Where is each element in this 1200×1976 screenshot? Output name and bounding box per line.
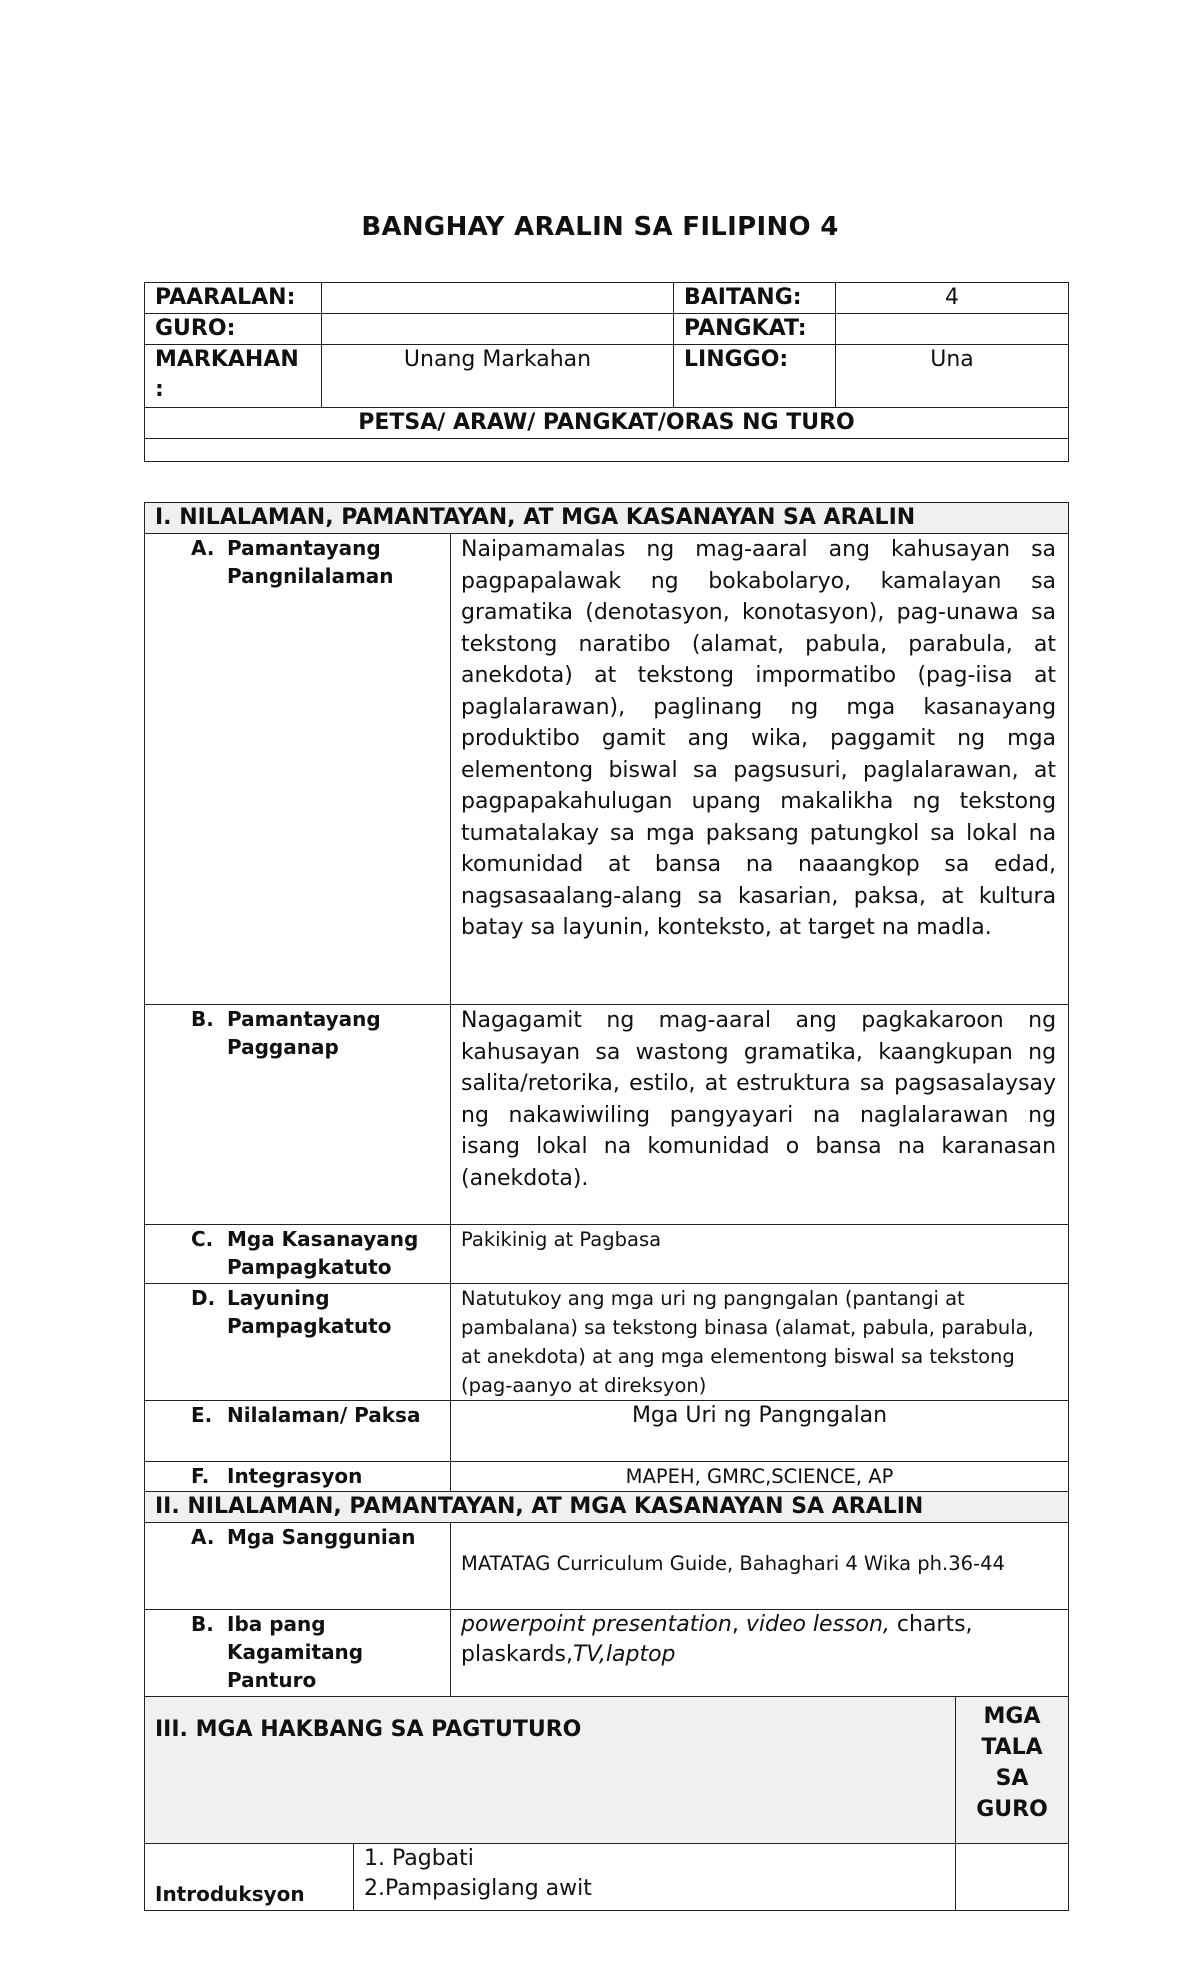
section-3-heading: III. MGA HAKBANG SA PAGTUTURO	[145, 1697, 956, 1844]
section-2-a-text: MATATAG Curriculum Guide, Bahaghari 4 Wika ph.36-44	[451, 1523, 1069, 1610]
section-1-e-text: Mga Uri ng Pangngalan	[451, 1401, 1069, 1462]
pangkat-field[interactable]	[836, 314, 1069, 345]
section-2-b-text: powerpoint presentation, video lesson, charts, plaskards,TV,laptop	[451, 1610, 1069, 1697]
section-2-a-label: A. Mga Sanggunian	[145, 1523, 451, 1610]
introduksyon-items: 1. Pagbati 2.Pampasiglang awit	[354, 1844, 956, 1911]
baitang-field[interactable]: 4	[836, 283, 1069, 314]
markahan-field[interactable]: Unang Markahan	[322, 345, 674, 408]
linggo-label: LINGGO:	[674, 345, 836, 408]
section-1-a-label: A. Pamantayang Pangnilalaman	[145, 534, 451, 1005]
section-1-b-label: B. Pamantayang Pagganap	[145, 1005, 451, 1225]
introduksyon-notes[interactable]	[956, 1844, 1069, 1911]
section-2-heading: II. NILALAMAN, PAMANTAYAN, AT MGA KASANAYAN SA ARALIN	[145, 1492, 1069, 1523]
header-table	[144, 282, 1069, 462]
baitang-label: BAITANG:	[674, 283, 836, 314]
section-1-c-text: Pakikinig at Pagbasa	[451, 1225, 1069, 1284]
lesson-table	[144, 502, 1069, 1911]
section-2-b-label: B. Iba pang Kagamitang Panturo	[145, 1610, 451, 1697]
section-1-a-text: Naipamamalas ng mag-aaral ang kahusayan sa pagpapalawak ng bokabolaryo, kamalayan sa gramatika (denotasyon, konotasyon), pag-unawa sa tekstong naratibo (alamat, pabula, parabula, at anekdota) at tekstong impormatibo (pag-iisa at paglalarawan), paglinang ng mga kasanayang produktibo gamit ang wika, paggamit ng mga elementong biswal sa pagsusuri, paglalarawan, at pagpapakahulugan upang makalikha ng tekstong tumatalakay sa mga paksang patungkol sa lokal na komunidad at bansa na naaangkop sa edad, nagsasaalang-alang sa kasarian, paksa, at kultura batay sa layunin, konteksto, at target na madla.	[451, 534, 1069, 1005]
section-1-d-text: Natutukoy ang mga uri ng pangngalan (pantangi at pambalana) sa tekstong binasa (alamat, pabula, parabula, at anekdota) at ang mga elementong biswal sa tekstong (pag-aanyo at direksyon)	[451, 1284, 1069, 1401]
section-1-f-text: MAPEH, GMRC,SCIENCE, AP	[451, 1462, 1069, 1492]
paaralan-label: PAARALAN:	[145, 283, 322, 314]
petsa-field[interactable]	[145, 439, 1069, 462]
paaralan-field[interactable]	[322, 283, 674, 314]
petsa-label: PETSA/ ARAW/ PANGKAT/ORAS NG TURO	[145, 408, 1069, 439]
markahan-label: MARKAHAN :	[145, 345, 322, 408]
linggo-field[interactable]: Una	[836, 345, 1069, 408]
introduksyon-label: Introduksyon	[145, 1844, 354, 1911]
guro-label: GURO:	[145, 314, 322, 345]
section-1-d-label: D. Layuning Pampagkatuto	[145, 1284, 451, 1401]
guro-field[interactable]	[322, 314, 674, 345]
pangkat-label: PANGKAT:	[674, 314, 836, 345]
section-1-b-text: Nagagamit ng mag-aaral ang pagkakaroon ng kahusayan sa wastong gramatika, kaangkupan ng salita/retorika, estilo, at estruktura sa pagsasalaysay ng nakawiwiling pangyayari na naglalarawan ng isang lokal na komunidad o bansa na karanasan (anekdota).	[451, 1005, 1069, 1225]
section-1-f-label: F. Integrasyon	[145, 1462, 451, 1492]
teacher-notes-header: MGA TALA SA GURO	[956, 1697, 1069, 1844]
section-1-e-label: E. Nilalaman/ Paksa	[145, 1401, 451, 1462]
section-1-c-label: C. Mga Kasanayang Pampagkatuto	[145, 1225, 451, 1284]
section-1-heading: I. NILALAMAN, PAMANTAYAN, AT MGA KASANAYAN SA ARALIN	[145, 503, 1069, 534]
page-title: BANGHAY ARALIN SA FILIPINO 4	[361, 212, 839, 242]
